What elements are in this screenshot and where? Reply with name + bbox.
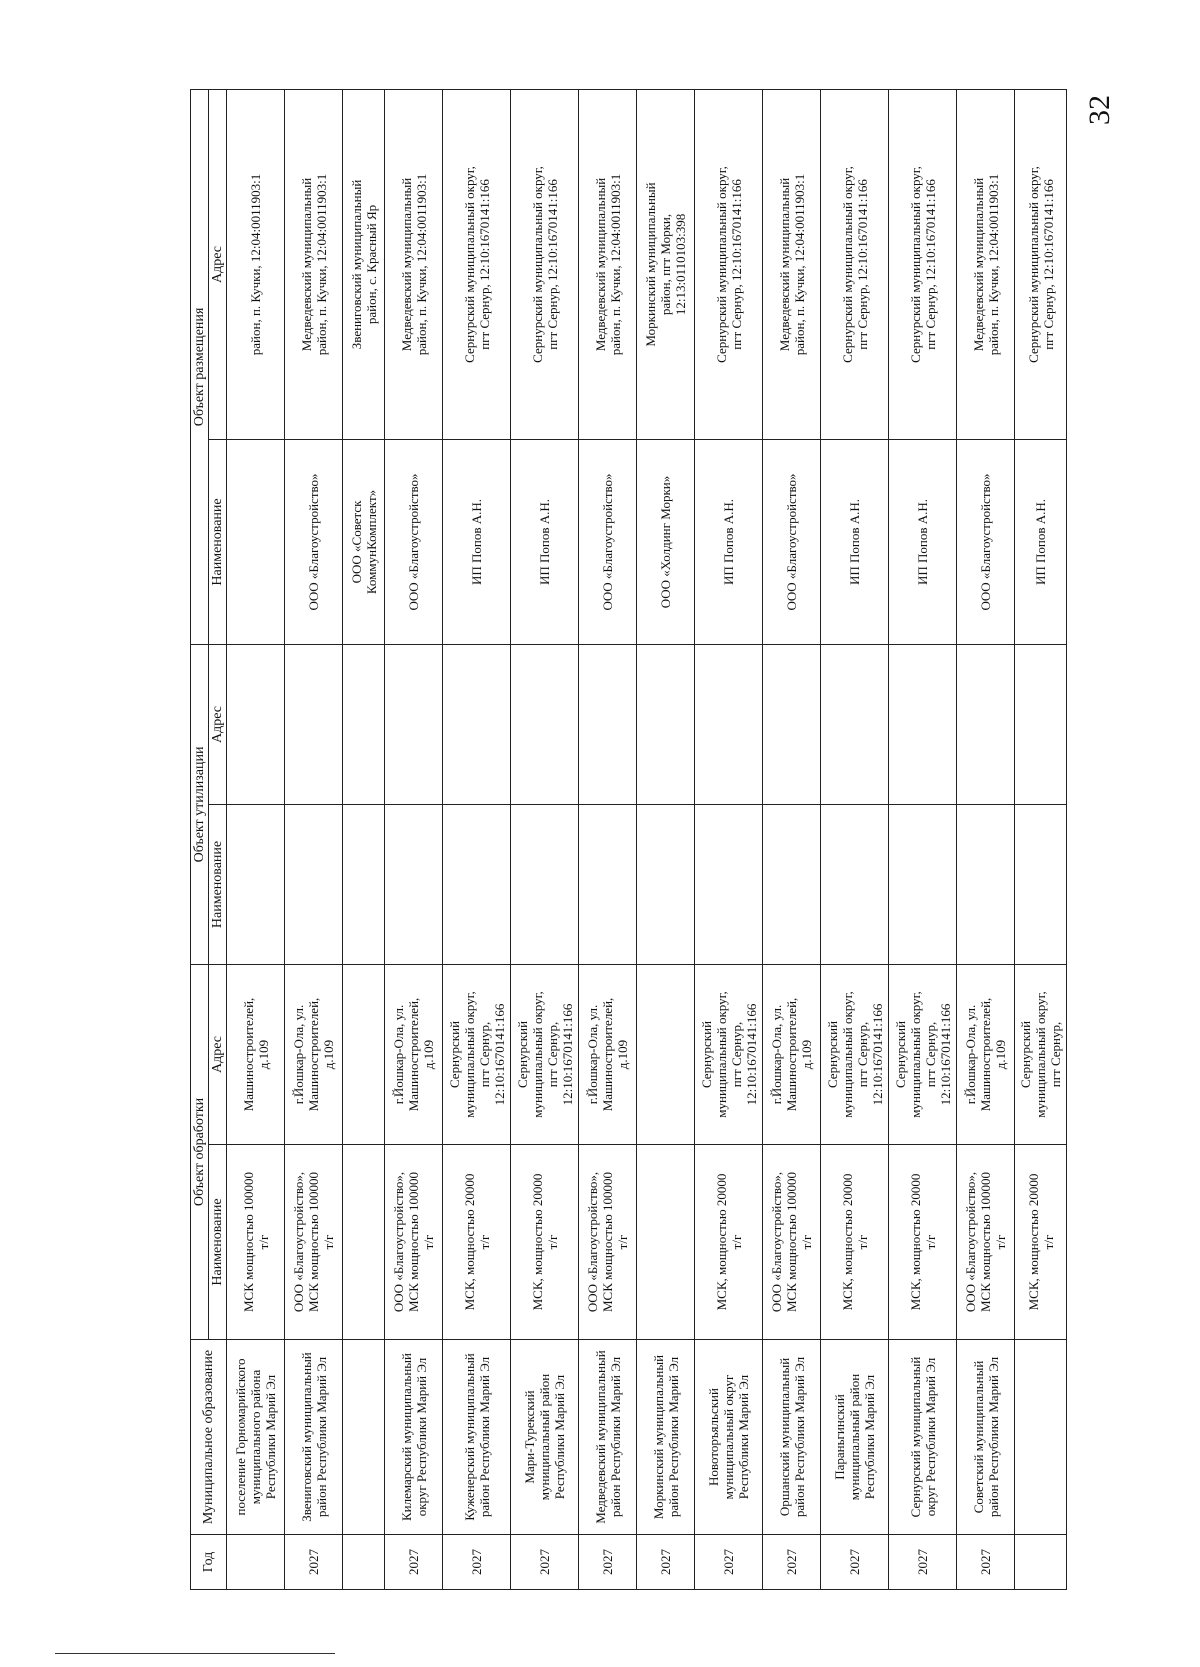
cell-processing-name <box>637 1145 695 1340</box>
cell-placement-address: Сернурский муниципальный округ, пгт Сернур, 12:10:1670141:166 <box>1015 89 1067 439</box>
cell-processing-name: ООО «Благоустройство», МСК мощностью 100000 т/г <box>579 1145 637 1340</box>
cell-utilization-address <box>579 644 637 804</box>
cell-utilization-address <box>637 644 695 804</box>
cell-processing-address: Сернурский муниципальный округ, пгт Сернур, 12:10:1670141:166 <box>889 964 957 1144</box>
cell-placement-address: Медведевский муниципальный район, п. Кучки, 12:04:0011903:1 <box>957 89 1015 439</box>
cell-placement-address: Медведевский муниципальный район, п. Кучки, 12:04:0011903:1 <box>285 89 343 439</box>
cell-placement-address: район, п. Кучки, 12:04:0011903:1 <box>227 89 285 439</box>
cell-processing-name: МСК, мощностью 20000 т/г <box>443 1145 511 1340</box>
cell-placement-name <box>227 439 285 644</box>
table-row <box>385 89 443 1589</box>
rotated-page-content <box>190 90 1063 1590</box>
cell-municipality: поселение Горномарийского муниципального района Республики Марий Эл <box>227 1340 285 1535</box>
cell-municipality: Медведевский муниципальный район Республики Марий Эл <box>579 1340 637 1535</box>
header-utilization: Объект утилизации <box>191 644 209 964</box>
cell-utilization-name <box>637 804 695 964</box>
cell-utilization-address <box>695 644 763 804</box>
table-row <box>763 89 821 1589</box>
header-processing: Объект обработки <box>191 964 209 1339</box>
cell-utilization-address <box>511 644 579 804</box>
table-row <box>957 89 1015 1589</box>
cell-year: 2027 <box>821 1535 889 1590</box>
cell-utilization-name <box>695 804 763 964</box>
cell-placement-address: Сернурский муниципальный округ, пгт Сернур, 12:10:1670141:166 <box>889 89 957 439</box>
cell-placement-address: Звениговский муниципальный район, с. Красный Яр <box>343 89 385 439</box>
cell-utilization-name <box>511 804 579 964</box>
header-year: Год <box>191 1535 227 1590</box>
cell-utilization-address <box>343 644 385 804</box>
cell-year: 2027 <box>511 1535 579 1590</box>
cell-processing-name: МСК, мощностью 20000 т/г <box>695 1145 763 1340</box>
cell-municipality: Новоторъяльский муниципальный округ Республики Марий Эл <box>695 1340 763 1535</box>
cell-utilization-name <box>227 804 285 964</box>
table-row <box>889 89 957 1589</box>
cell-placement-address: Медведевский муниципальный район, п. Кучки, 12:04:0011903:1 <box>763 89 821 439</box>
cell-municipality: Оршанский муниципальный район Республики Марий Эл <box>763 1340 821 1535</box>
cell-processing-name: ООО «Благоустройство», МСК мощностью 100000 т/г <box>763 1145 821 1340</box>
cell-processing-address <box>637 964 695 1144</box>
table-row <box>343 89 385 1589</box>
cell-utilization-address <box>443 644 511 804</box>
cell-processing-address: Машиностроителей, д.109 <box>227 964 285 1144</box>
table-row <box>285 89 343 1589</box>
cell-processing-name: МСК, мощностью 20000 т/г <box>821 1145 889 1340</box>
cell-utilization-address <box>957 644 1015 804</box>
table-row <box>443 89 511 1589</box>
table-body <box>227 89 1067 1589</box>
cell-municipality: Моркинский муниципальный район Республики Марий Эл <box>637 1340 695 1535</box>
cell-utilization-name <box>443 804 511 964</box>
cell-municipality: Сернурский муниципальный округ Республики Марий Эл <box>889 1340 957 1535</box>
cell-year: 2027 <box>579 1535 637 1590</box>
cell-processing-address: г.Йошкар-Ола, ул. Машиностроителей, д.109 <box>579 964 637 1144</box>
cell-municipality: Мари-Турекский муниципальный район Республики Марий Эл <box>511 1340 579 1535</box>
table-row <box>511 89 579 1589</box>
header-utilization-address: Адрес <box>209 644 227 804</box>
cell-utilization-address <box>385 644 443 804</box>
footer-rule <box>55 1653 335 1654</box>
cell-processing-address: Сернурский муниципальный округ, пгт Сернур, 12:10:1670141:166 <box>443 964 511 1144</box>
cell-processing-address <box>343 964 385 1144</box>
header-placement: Объект размещения <box>191 89 209 644</box>
cell-placement-address: Моркинский муниципальный район, пгт Морки, 12:13:0110103:398 <box>637 89 695 439</box>
cell-utilization-address <box>285 644 343 804</box>
cell-placement-name: ИП Попов А.Н. <box>695 439 763 644</box>
cell-placement-address: Сернурский муниципальный округ, пгт Сернур, 12:10:1670141:166 <box>443 89 511 439</box>
page-number: 32 <box>1083 95 1116 125</box>
cell-processing-name: ООО «Благоустройство», МСК мощностью 100000 т/г <box>285 1145 343 1340</box>
cell-year <box>1015 1535 1067 1590</box>
cell-municipality <box>343 1340 385 1535</box>
cell-placement-name: ООО «Советск КоммунКомплект» <box>343 439 385 644</box>
cell-placement-name: ООО «Благоустройство» <box>763 439 821 644</box>
cell-utilization-address <box>889 644 957 804</box>
cell-municipality: Советский муниципальный район Республики Марий Эл <box>957 1340 1015 1535</box>
cell-utilization-name <box>821 804 889 964</box>
cell-municipality <box>1015 1340 1067 1535</box>
cell-utilization-address <box>227 644 285 804</box>
cell-placement-name: ООО «Благоустройство» <box>285 439 343 644</box>
header-placement-address: Адрес <box>209 89 227 439</box>
cell-placement-name: ООО «Холдинг Морки» <box>637 439 695 644</box>
cell-municipality: Параньгинский муниципальный район Республики Марий Эл <box>821 1340 889 1535</box>
header-municipality: Муниципальное образование <box>191 1340 227 1535</box>
cell-processing-name: МСК, мощностью 20000 т/г <box>1015 1145 1067 1340</box>
cell-utilization-name <box>1015 804 1067 964</box>
cell-placement-name: ИП Попов А.Н. <box>821 439 889 644</box>
cell-processing-address: г.Йошкар-Ола, ул. Машиностроителей, д.109 <box>385 964 443 1144</box>
cell-processing-name: МСК, мощностью 20000 т/г <box>889 1145 957 1340</box>
table-row <box>821 89 889 1589</box>
cell-processing-address: г.Йошкар-Ола, ул. Машиностроителей, д.109 <box>957 964 1015 1144</box>
cell-year: 2027 <box>637 1535 695 1590</box>
cell-processing-address: Сернурский муниципальный округ, пгт Сернур, <box>1015 964 1067 1144</box>
cell-year <box>343 1535 385 1590</box>
cell-utilization-name <box>957 804 1015 964</box>
cell-processing-name: МСК мощностью 100000 т/г <box>227 1145 285 1340</box>
cell-year: 2027 <box>763 1535 821 1590</box>
cell-year: 2027 <box>285 1535 343 1590</box>
cell-utilization-address <box>763 644 821 804</box>
table-row <box>579 89 637 1589</box>
cell-year: 2027 <box>695 1535 763 1590</box>
cell-placement-name: ИП Попов А.Н. <box>1015 439 1067 644</box>
cell-year: 2027 <box>957 1535 1015 1590</box>
cell-processing-address: г.Йошкар-Ола, ул. Машиностроителей, д.109 <box>285 964 343 1144</box>
cell-utilization-address <box>1015 644 1067 804</box>
cell-placement-name: ИП Попов А.Н. <box>443 439 511 644</box>
cell-placement-name: ООО «Благоустройство» <box>579 439 637 644</box>
table-row <box>1015 89 1067 1589</box>
cell-utilization-name <box>889 804 957 964</box>
cell-year: 2027 <box>443 1535 511 1590</box>
cell-placement-name: ООО «Благоустройство» <box>957 439 1015 644</box>
cell-processing-address: Сернурский муниципальный округ, пгт Сернур, 12:10:1670141:166 <box>695 964 763 1144</box>
cell-processing-name <box>343 1145 385 1340</box>
cell-utilization-address <box>821 644 889 804</box>
cell-placement-address: Медведевский муниципальный район, п. Кучки, 12:04:0011903:1 <box>385 89 443 439</box>
cell-processing-name: МСК, мощностью 20000 т/г <box>511 1145 579 1340</box>
cell-municipality: Килемарский муниципальный округ Республики Марий Эл <box>385 1340 443 1535</box>
cell-placement-name: ИП Попов А.Н. <box>511 439 579 644</box>
cell-placement-address: Медведевский муниципальный район, п. Кучки, 12:04:0011903:1 <box>579 89 637 439</box>
cell-utilization-name <box>579 804 637 964</box>
header-placement-name: Наименование <box>209 439 227 644</box>
cell-utilization-name <box>343 804 385 964</box>
waste-objects-table <box>190 89 1067 1590</box>
header-utilization-name: Наименование <box>209 804 227 964</box>
cell-municipality: Звениговский муниципальный район Республики Марий Эл <box>285 1340 343 1535</box>
cell-utilization-name <box>285 804 343 964</box>
cell-utilization-name <box>385 804 443 964</box>
cell-placement-address: Сернурский муниципальный округ, пгт Сернур, 12:10:1670141:166 <box>511 89 579 439</box>
table-row <box>637 89 695 1589</box>
cell-year <box>227 1535 285 1590</box>
header-processing-address: Адрес <box>209 964 227 1144</box>
cell-placement-address: Сернурский муниципальный округ, пгт Сернур, 12:10:1670141:166 <box>695 89 763 439</box>
header-processing-name: Наименование <box>209 1145 227 1340</box>
cell-processing-name: ООО «Благоустройство», МСК мощностью 100000 т/г <box>385 1145 443 1340</box>
cell-municipality: Куженерский муниципальный район Республики Марий Эл <box>443 1340 511 1535</box>
cell-processing-address: Сернурский муниципальный округ, пгт Сернур, 12:10:1670141:166 <box>511 964 579 1144</box>
cell-processing-address: Сернурский муниципальный округ, пгт Сернур, 12:10:1670141:166 <box>821 964 889 1144</box>
cell-placement-name: ИП Попов А.Н. <box>889 439 957 644</box>
table-row <box>695 89 763 1589</box>
cell-placement-name: ООО «Благоустройство» <box>385 439 443 644</box>
table-row <box>227 89 285 1589</box>
cell-processing-address: г.Йошкар-Ола, ул. Машиностроителей, д.109 <box>763 964 821 1144</box>
cell-utilization-name <box>763 804 821 964</box>
cell-placement-address: Сернурский муниципальный округ, пгт Сернур, 12:10:1670141:166 <box>821 89 889 439</box>
cell-processing-name: ООО «Благоустройство», МСК мощностью 100000 т/г <box>957 1145 1015 1340</box>
cell-year: 2027 <box>385 1535 443 1590</box>
cell-year: 2027 <box>889 1535 957 1590</box>
